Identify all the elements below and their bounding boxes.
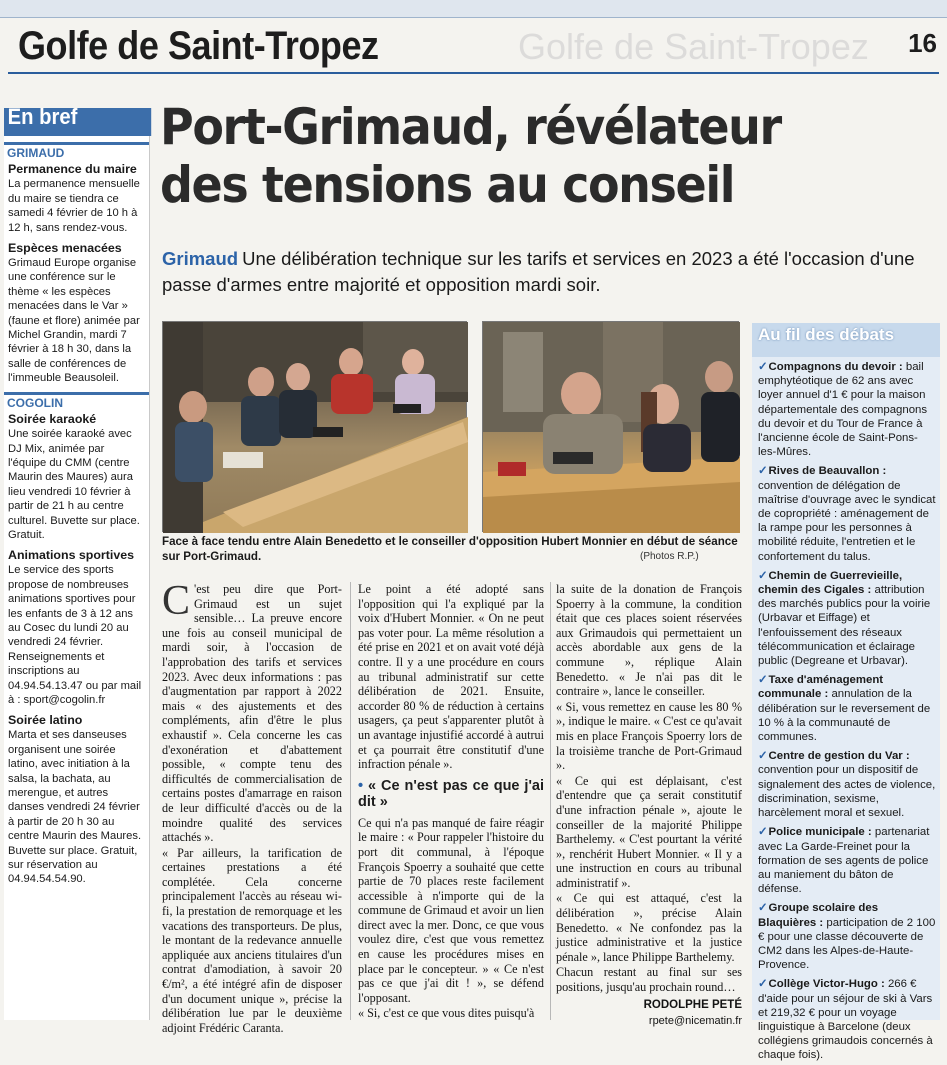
article-lead [162,246,942,298]
debates-sidebar [752,323,940,1062]
debate-item: ✓Chemin de Guerrevieille, chemin des Cigales : attribution des marchés publics pour la voirie (Urbavar et Eiffage) et l'enfouissement des réseaux télécommunication et éclairage public (Degreane et Urbavar). [758,569,931,668]
brief-item [4,239,149,386]
brief-column [4,104,150,1020]
article-paragraph: « Ce qui est attaqué, c'est la délibération », précise Alain Benedetto. « Ne confondez pas la justice administrative et la justice pénale », lance Philippe Barthelemy. [556,891,742,964]
council-photo-left [162,321,467,532]
page-top-strip [0,0,947,18]
brief-title: Animations sportives [8,548,134,563]
brief-text: Marta et ses danseuses organisent une soirée latino, avec initiation à la salsa, la bachata, au merengue, et autres danses vendredi 24 février à partir de 20 h 30 au centre Maurin des Maures. Buvette sur place. Gratuit, sur réservation au 04.94.54.54.90. [8,729,142,886]
checkmark-icon: ✓ [758,826,768,839]
checkmark-icon: ✓ [758,465,768,478]
checkmark-icon: ✓ [758,978,768,991]
article-paragraph: « Par ailleurs, la tarification de certaines prestations a été complétée. Cela concerne principalement l'accès au réseau wi-fi, la prestation de remorquage et les vacations des transporteurs. De plus, le montant de la redevance annuelle appliquée aux anciens titulaires d'un contrat d'amodiation, à savoir 20 €/m², a été intégré afin de disposer d'un document unique », précise la délibération lue par le deuxième adjoint Frédéric Caranta. [162,845,342,1035]
article-paragraph: « Ce qui est déplaisant, c'est d'entendre que ça serait constitutif d'une infraction pénale », ajoute le conseiller de la majorité Philippe Barthelemy. « C'est pourtant la vérité », renchérit Hubert Monnier. « Il y a une instruction en cours au tribunal administratif ». [556,773,742,890]
headline-line: des tensions au conseil [160,156,735,214]
column-divider [350,582,351,1020]
brief-text: Grimaud Europe organise une conférence sur le thème « les espèces menacées dans le Var » (faune et flore) animée par Michel Grandin, mardi 7 février à 18 h 30, dans la salle de conférences de l'immeuble Beausoleil. [8,257,140,385]
article-column-3 [556,582,742,1028]
council-meeting-image [163,322,468,533]
debate-item: ✓Taxe d'aménagement communale : annulation de la délibération sur le reversement de 10 % à la communauté de communes. [758,674,931,744]
debate-item: ✓Compagnons du devoir : bail emphytéotique de 62 ans avec loyer annuel d'1 € pour la maison départementale des compagnons du devoir et du Tour de France à l'ancienne école de Saint-Pons-les-Mûres. [758,361,928,459]
article-paragraph: Le point a été adopté sans l'opposition qui l'a expliqué par la voix d'Hubert Monnier. « On ne peut pas voter pour. La même résolution a été prise en 2021 et on avait voté déjà contre. Il y a une procédure en cours au tribunal administratif sur cette délibération de 2021. Ensuite, accorder 80 % de réduction à certains usagers, ça peut s'apparenter plutôt à un avantage injustifié accordé à autrui et ça pourrait être constitutif d'une infraction pénale ». [358,582,544,772]
checkmark-icon: ✓ [758,361,768,373]
article-headline [160,98,878,214]
brief-town: COGOLIN [4,392,149,410]
photo-credit: (Photos R.P.) [640,551,699,562]
brief-title: Soirée karaoké [8,412,97,427]
column-divider [550,582,551,1020]
section-title: Golfe de Saint-Tropez [18,24,379,68]
councillor-image [483,322,740,533]
photo-caption: Face à face tendu entre Alain Benedetto et le conseiller d'opposition Hubert Monnier en début de séance sur Port-Grimaud. [162,535,738,563]
checkmark-icon: ✓ [758,674,768,687]
lead-location-tag: Grimaud [162,248,239,269]
debate-item: ✓Police municipale : partenariat avec La Garde-Freinet pour la formation de ses agents de police au maniement du bâton de défense. [758,826,930,896]
drop-cap: C [162,578,191,624]
author-byline: RODOLPHE PETÉ [643,998,742,1011]
brief-item [4,142,149,235]
debate-item: ✓Collège Victor-Hugo : 266 € d'aide pour un séjour de ski à Vars et 219,32 € pour un voyage linguistique à Barcelone (deux collégiens grimaudois concernés à chaque fois). [758,978,933,1062]
article-paragraph: « Si, c'est ce que vous dites puisqu'à [358,1006,535,1021]
article-paragraph: « Si, vous remettez en cause les 80 % », indique le maire. « C'est ce qu'avait mis en place François Spoerry lors de la troisième tranche de Port-Grimaud ». [556,699,742,773]
show-through-text: Golfe de Saint-Tropez [518,26,869,67]
checkmark-icon: ✓ [758,750,768,763]
article-column-2 [358,582,544,1022]
brief-text: Le service des sports propose de nombreuses animations sportives pour les enfants de 3 à 12 ans au Cosec du lundi 20 au vendredi 24 février. Renseignements et inscriptions au 04.94.54.13.47 ou par mail à : sport@cogolin.fr [8,564,142,706]
brief-town: GRIMAUD [4,142,149,160]
article-subhead: • « Ce n'est pas ce que j'ai dit » [358,777,545,810]
headline-line: Port-Grimaud, révélateur [160,98,781,156]
page-header [8,22,939,74]
sidebar-heading: Au fil des débats [752,323,940,357]
author-email: rpete@nicematin.fr [648,1015,742,1028]
article-paragraph: Ce qui n'a pas manqué de faire réagir le maire : « Pour rappeler l'histoire du port dit communal, à l'époque François Spoerry a souhaité que cette partie de 70 places reste facilement accessible à n'importe qui de la commune de Grimaud et avoir un lien direct avec la mer. Donc, ce que vous voulez dire, c'est que vous remettez en cause les procédures mises en place par le concepteur. » « Ce n'est pas ce que j'ai dit ! », se défend l'opposant. [358,815,544,1005]
brief-item [4,546,149,707]
checkmark-icon: ✓ [758,902,768,915]
brief-title: Permanence du maire [8,162,137,177]
debate-item: ✓Rives de Beauvallon : convention de délégation de maîtrise d'ouvrage avec le syndicat de copropriété : aménagement de la rampe pour les personnes à mobilité réduite, l'entretien et le confortement du talus. [758,465,936,563]
brief-item [4,392,149,543]
checkmark-icon: ✓ [758,569,768,582]
council-photo-right [482,321,739,532]
brief-title: Espèces menacées [8,241,122,256]
brief-item [4,711,149,886]
article-column-1 [162,578,342,1035]
debate-item: ✓Centre de gestion du Var : convention pour un dispositif de signalement des actes de violence, discrimination, sexisme, harcèlement moral et sexuel. [758,750,936,820]
article-paragraph: la suite de la donation de François Spoerry à la commune, la condition était que ces places soient réservées aux Grimaudois qui permettaient un accès abordable aux gens de la commune », réplique Alain Benedetto. « Je n'ai pas dit le contraire », lance le conseiller. [556,582,742,699]
article-paragraph: 'est peu dire que Port-Grimaud est un sujet sensible… La preuve encore une fois au conseil municipal de mardi soir, à l'occasion de l'approbation des tarifs et services 2023. Avec deux informations : pas d'augmentation par rapport à 2022 mais « des ajustements et des compléments, afin d'être le plus exhaustif ». Cela concerne les cas d'exonération et d'abattement possible, « compte tenu des difficultés de commercialisation de certains postes d'amarrage en raison de leur difficulté d'accès ou de la moindre qualité des services attachés ». [162,582,342,845]
brief-text: La permanence mensuelle du maire se tiendra ce samedi 4 février de 10 h à 12 h, sans rendez-vous. [8,178,140,234]
brief-title: Soirée latino [8,713,83,728]
lead-text: Une délibération technique sur les tarifs et services en 2023 a été l'occasion d'une passe d'armes entre majorité et opposition mardi soir. [162,248,915,295]
brief-heading: En bref [4,108,151,136]
brief-text: Une soirée karaoké avec DJ Mix, animée par l'équipe du CMM (centre Maurin des Maures) aura lieu vendredi 10 février à partir de 21 h au centre culturel. Buvette sur place. Gratuit. [8,428,140,541]
article-paragraph: Chacun restant au final sur ses positions, jusqu'au prochain round… [556,965,742,995]
debate-item: ✓Groupe scolaire des Blaquières : participation de 2 100 € pour une classe découverte de CM2 dans les Alpes-de-Haute-Provence. [758,902,936,972]
page-number: 16 [908,28,937,58]
